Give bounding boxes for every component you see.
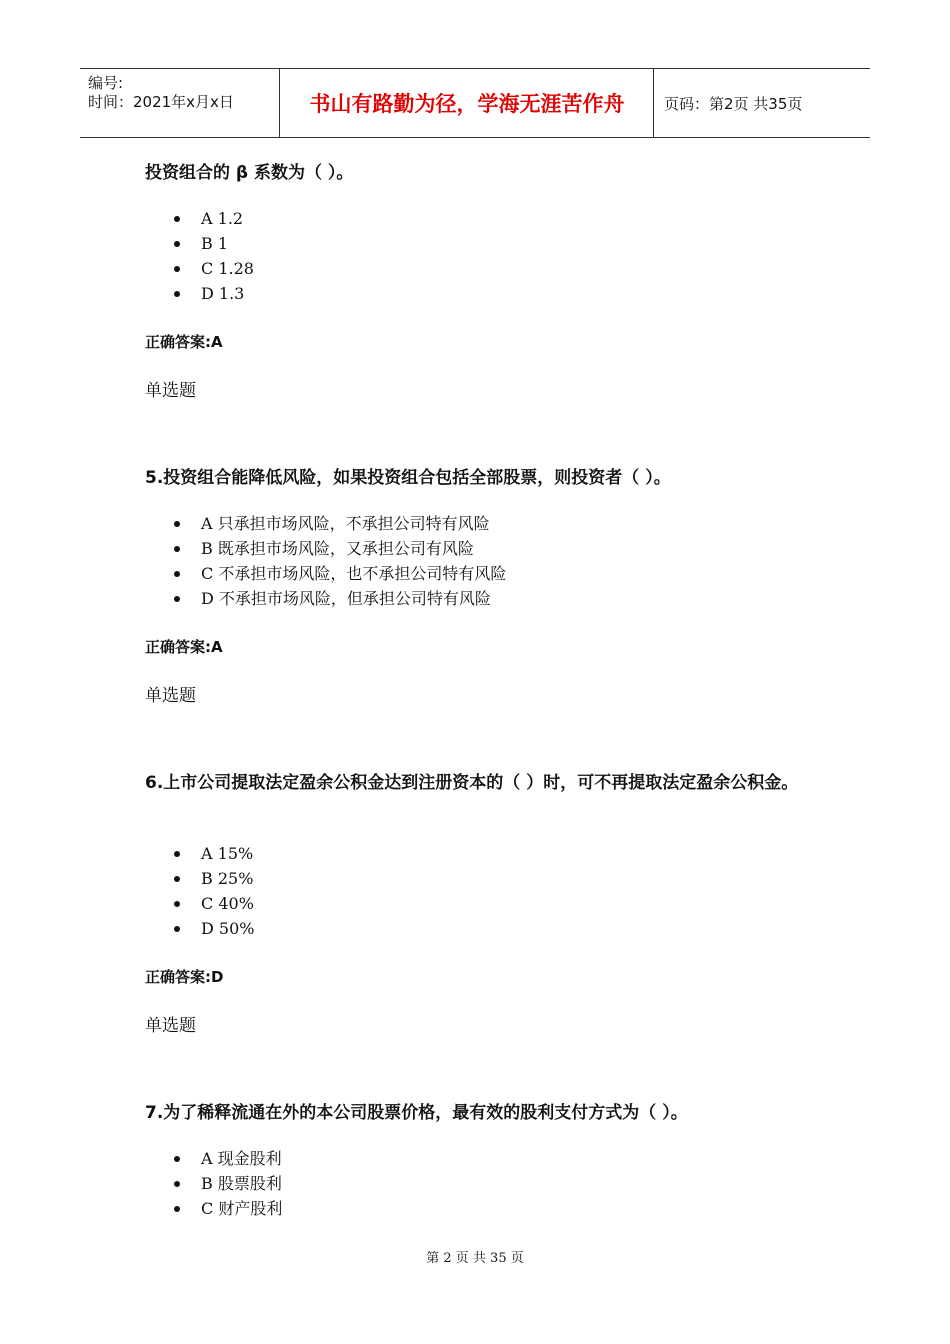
question-text: 5.投资组合能降低风险，如果投资组合包括全部股票，则投资者（ ）。 [145,468,671,488]
page-info: 页码：第2页 共35页 [664,94,803,113]
header-motto: 书山有路勤为径，学海无涯苦作舟 [281,69,654,137]
question-text: 投资组合的 β 系数为（ ）。 [145,163,354,183]
page-header [80,68,870,138]
option-item: A 15% [145,841,254,866]
page-footer: 第 2 页 共 35 页 [426,1251,524,1266]
option-item: C 40% [145,891,254,916]
option-item: C 1.28 [145,256,254,281]
option-list [145,511,506,611]
option-item: D 1.3 [145,281,254,306]
option-item: A 只承担市场风险，不承担公司特有风险 [145,511,506,536]
option-item: B 股票股利 [145,1171,282,1196]
correct-answer: 正确答案:A [145,638,223,656]
question-type: 单选题 [145,686,196,706]
option-item: D 50% [145,916,254,941]
correct-answer: 正确答案:D [145,968,224,986]
option-item: C 财产股利 [145,1196,282,1221]
option-item: B 1 [145,231,254,256]
question-text: 6.上市公司提取法定盈余公积金达到注册资本的（ ）时，可不再提取法定盈余公积金。 [145,773,799,793]
time-label: 时间：2021年x月x日 [88,93,234,111]
option-item: A 现金股利 [145,1146,282,1171]
option-item: A 1.2 [145,206,254,231]
option-item: C 不承担市场风险，也不承担公司特有风险 [145,561,506,586]
number-label: 编号: [88,74,124,92]
question-type: 单选题 [145,1016,196,1036]
option-item: B 25% [145,866,254,891]
option-item: B 既承担市场风险，又承担公司有风险 [145,536,506,561]
option-item: D 不承担市场风险，但承担公司特有风险 [145,586,506,611]
option-list [145,841,254,941]
option-list [145,206,254,306]
option-list [145,1146,282,1221]
question-type: 单选题 [145,381,196,401]
header-meta [80,69,280,137]
correct-answer: 正确答案:A [145,333,223,351]
question-text: 7.为了稀释流通在外的本公司股票价格，最有效的股利支付方式为（ ）。 [145,1103,688,1123]
